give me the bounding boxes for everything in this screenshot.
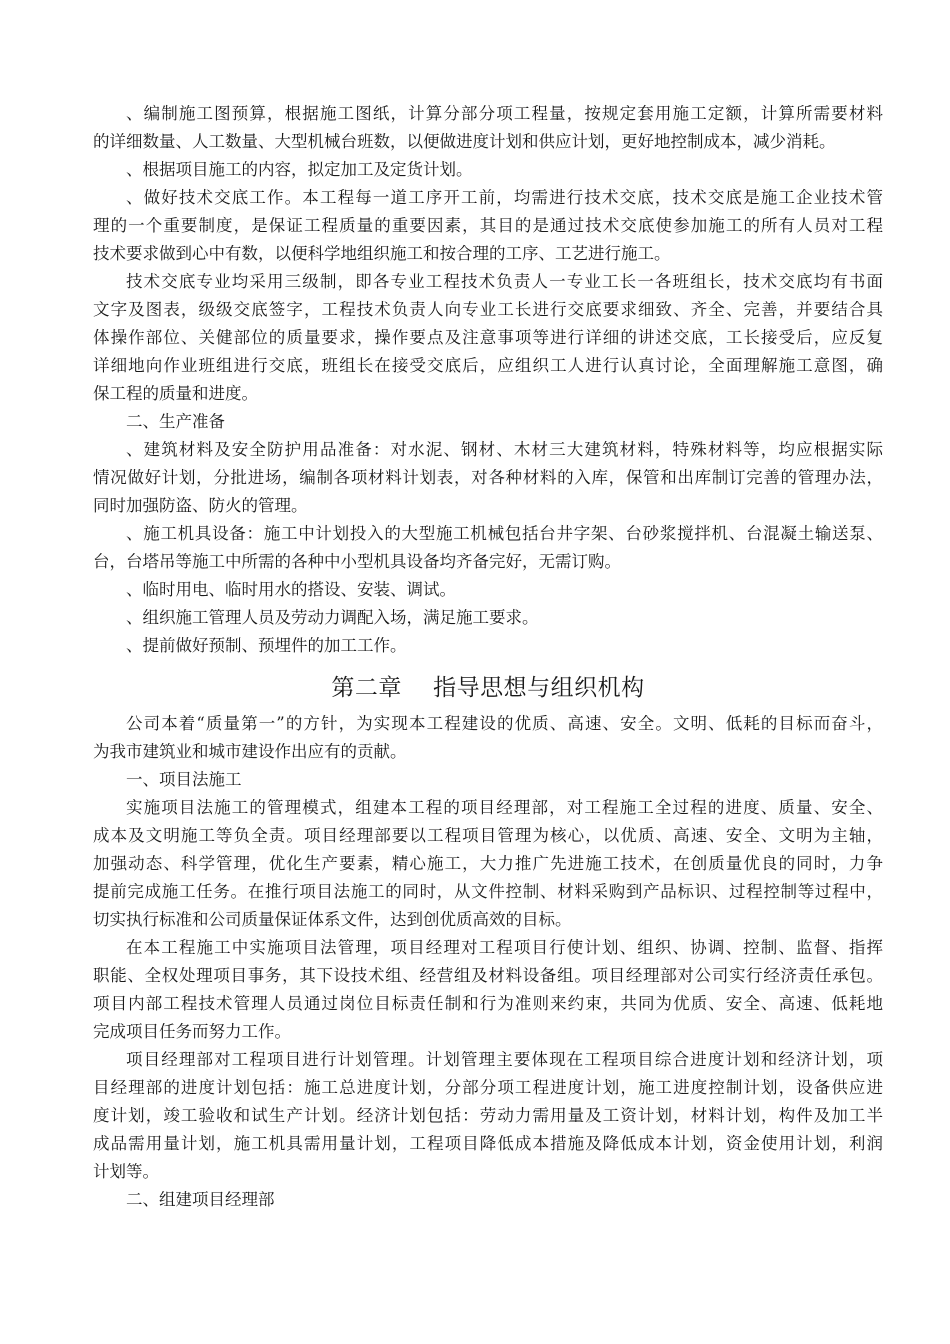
text-line: 为我市建筑业和城市建设作出应有的贡献。 (93, 742, 407, 761)
paragraph (93, 436, 883, 520)
paragraph (93, 710, 883, 766)
text-line: 成品需用量计划，施工机具需用量计划，工程项目降低成本措施及降低成本计划，资金使用计划，利润 (93, 1134, 883, 1153)
paragraph (93, 100, 883, 156)
text-line: 台，台塔吊等施工中所需的各种中小型机具设备均齐备完好，无需订购。 (93, 552, 621, 571)
text-line: 提前完成施工任务。在推行项目法施工的同时，从文件控制、材料采购到产品标识、过程控制等过程中， (93, 882, 883, 901)
text-line: 公司本着“质量第一”的方针，为实现本工程建设的优质、高速、安全。文明、低耗的目标而奋斗， (126, 714, 883, 733)
text-line: 技术交底专业均采用三级制，即各专业工程技术负责人一专业工长一各班组长，技术交底均有书面 (126, 272, 883, 291)
text-line: 技术要求做到心中有数，以便科学地组织施工和按合理的工序、工艺进行施工。 (93, 244, 671, 263)
subheading (93, 408, 883, 436)
text-line: 度计划，竣工验收和试生产计划。经济计划包括：劳动力需用量及工资计划，材料计划，构件及加工半 (93, 1106, 883, 1125)
text-line: 职能、全权处理项目事务，其下设技术组、经营组及材料设备组。项目经理部对公司实行经济责任承包。 (93, 966, 883, 985)
text-line: 项目经理部对工程项目进行计划管理。计划管理主要体现在工程项目综合进度计划和经济计划，项 (126, 1050, 883, 1069)
paragraph (93, 520, 883, 576)
text-line: 保工程的质量和进度。 (93, 384, 258, 403)
section-title: 二、生产准备 (126, 412, 225, 431)
text-line: 在本工程施工中实施项目法管理，项目经理对工程项目行使计划、组织、协调、控制、监督、指挥 (126, 938, 883, 957)
text-line: 理的一个重要制度，是保证工程质量的重要因素，其目的是通过技术交底使参加施工的所有人员对工程 (93, 216, 883, 235)
text-line: 目经理部的进度计划包括：施工总进度计划，分部分项工程进度计划，施工进度控制计划，设备供应进 (93, 1078, 883, 1097)
section-title: 一、项目法施工 (126, 770, 242, 789)
text-line: 计划等。 (93, 1162, 159, 1181)
text-line: 、组织施工管理人员及劳动力调配入场，满足施工要求。 (126, 608, 539, 627)
subheading (93, 1186, 883, 1214)
text-line: 体操作部位、关健部位的质量要求，操作要点及注意事项等进行详细的讲述交底，工长接受后，应反复 (93, 328, 883, 347)
paragraph (93, 268, 883, 408)
text-line: 、根据项目施工的内容，拟定加工及定货计划。 (126, 160, 473, 179)
subheading (93, 766, 883, 794)
text-line: 、施工机具设备：施工中计划投入的大型施工机械包括台井字架、台砂浆搅拌机、台混凝土输送泵、 (126, 524, 883, 543)
chapter-heading: 第二章 指导思想与组织机构 (331, 675, 645, 701)
text-line: 完成项目任务而努力工作。 (93, 1022, 291, 1041)
text-line: 、提前做好预制、预埋件的加工工作。 (126, 636, 407, 655)
paragraph (93, 156, 883, 184)
text-line: 成本及文明施工等负全责。项目经理部要以工程项目管理为核心，以优质、高速、安全、文明为主轴， (93, 826, 883, 845)
text-line: 同时加强防盗、防火的管理。 (93, 496, 308, 515)
paragraph (93, 576, 883, 604)
text-line: 加强动态、科学管理，优化生产要素，精心施工，大力推广先进施工技术，在创质量优良的同时，力争 (93, 854, 883, 873)
text-line: 、做好技术交底工作。本工程每一道工序开工前，均需进行技术交底，技术交底是施工企业技术管 (126, 188, 883, 207)
paragraph (93, 1046, 883, 1186)
text-line: 情况做好计划，分批进场，编制各项材料计划表，对各种材料的入库，保管和出库制订完善的管理办法， (93, 468, 883, 487)
text-line: 、临时用电、临时用水的搭设、安装、调试。 (126, 580, 456, 599)
text-line: 文字及图表，级级交底签字，工程技术负责人向专业工长进行交底要求细致、齐全、完善，并要结合具 (93, 300, 883, 319)
paragraph (93, 184, 883, 268)
paragraph (93, 794, 883, 934)
paragraph (93, 604, 883, 632)
text-line: 切实执行标准和公司质量保证体系文件，达到创优质高效的目标。 (93, 910, 572, 929)
paragraph (93, 934, 883, 1046)
paragraph (93, 632, 883, 660)
text-line: 的详细数量、人工数量、大型机械台班数，以便做进度计划和供应计划，更好地控制成本，减少消耗。 (93, 132, 836, 151)
document-page (93, 100, 883, 1214)
text-line: 、编制施工图预算，根据施工图纸，计算分部分项工程量，按规定套用施工定额，计算所需要材料 (126, 104, 883, 123)
text-line: 、建筑材料及安全防护用品准备：对水泥、钢材、木材三大建筑材料，特殊材料等，均应根据实际 (126, 440, 883, 459)
text-line: 实施项目法施工的管理模式，组建本工程的项目经理部，对工程施工全过程的进度、质量、安全、 (126, 798, 883, 817)
section-title: 二、组建项目经理部 (126, 1190, 275, 1209)
text-line: 详细地向作业班组进行交底，班组长在接受交底后，应组织工人进行认真讨论，全面理解施工意图，确 (93, 356, 883, 375)
text-line: 项目内部工程技术管理人员通过岗位目标责任制和行为准则来约束，共同为优质、安全、高速、低耗地 (93, 994, 883, 1013)
